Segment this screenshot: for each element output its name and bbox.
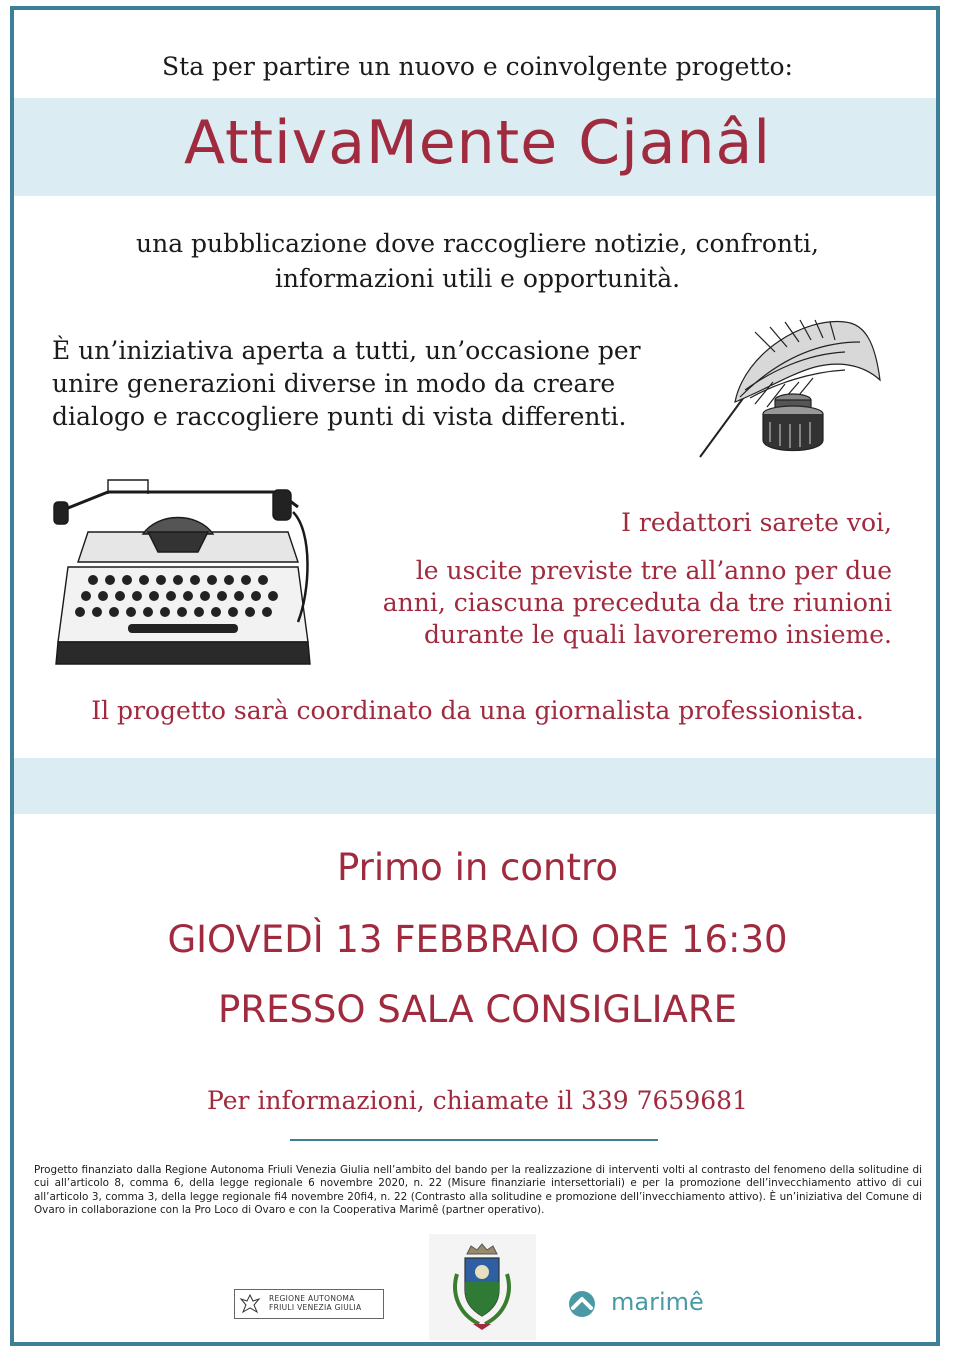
- page-title: AttivaMente Cjanâl: [183, 108, 771, 178]
- editors-details: [300, 555, 892, 651]
- divider-line: [290, 1139, 658, 1141]
- subtitle-line: informazioni utili e opportunità.: [274, 264, 681, 293]
- typewriter-icon: [48, 472, 313, 682]
- meeting-heading: Primo in contro: [336, 846, 619, 889]
- region-logo-line: REGIONE AUTONOMA: [269, 1294, 355, 1303]
- coat-of-arms-icon: [429, 1234, 536, 1340]
- subtitle-line: una pubblicazione dove raccogliere notizie, confronti,: [136, 229, 819, 258]
- subtitle: [20, 226, 935, 296]
- region-logo-line: FRIULI VENEZIA GIULIA: [269, 1303, 362, 1312]
- contact-text: Per informazioni, chiamate il 339 7659681: [207, 1086, 748, 1115]
- eagle-icon: [239, 1293, 261, 1315]
- editors-detail-line: durante le quali lavoreremo insieme.: [424, 620, 892, 649]
- quill-inkwell-icon: [695, 312, 885, 462]
- paragraph-line: È un’iniziativa aperta a tutti, un’occasione per: [52, 336, 641, 365]
- editors-detail-line: anni, ciascuna preceduta da tre riunioni: [382, 588, 892, 617]
- region-logo: [234, 1289, 384, 1319]
- marime-mark-icon: [565, 1290, 599, 1318]
- coordinator-text: Il progetto sarà coordinato da una giornalista professionista.: [91, 696, 864, 725]
- editors-line: I redattori sarete voi,: [621, 508, 892, 537]
- marime-logo: [565, 1286, 735, 1322]
- meeting-date: GIOVEDÌ 13 FEBBRAIO ORE 16:30: [167, 918, 788, 961]
- intro-text: Sta per partire un nuovo e coinvolgente progetto:: [162, 52, 793, 81]
- divider-band: [14, 758, 936, 814]
- funding-footnote: Progetto finanziato dalla Regione Autonoma Friuli Venezia Giulia nell’ambito del bando per la realizzazione di interventi volti al contrasto del fenomeno della solitudine di cui all’articolo 8, comma 6, della legge regionale 6 novembre 2020, n. 22 (Misure finanziarie intersettoriali) e per la promozione dell’invecchiamento attivo di cui all’articolo 3, comma 3, della legge regionale fi4 novembre 20fi4, n. 22 (Contrasto alla solitudine e promozione dell’invecchiamento attivo). È un’iniziativa del Comune di Ovaro in collaborazione con la Pro Loco di Ovaro e con la Cooperativa Marimê (partner operativo).: [34, 1164, 922, 1217]
- coat-of-arms-logo: [429, 1234, 536, 1340]
- marime-logo-text: marimê: [611, 1288, 704, 1316]
- editors-detail-line: le uscite previste tre all’anno per due: [415, 556, 892, 585]
- paragraph-line: dialogo e raccogliere punti di vista differenti.: [52, 402, 627, 431]
- description-paragraph: [52, 334, 712, 433]
- paragraph-line: unire generazioni diverse in modo da creare: [52, 369, 616, 398]
- meeting-place: PRESSO SALA CONSIGLIARE: [218, 988, 737, 1031]
- region-logo-text: [269, 1294, 361, 1312]
